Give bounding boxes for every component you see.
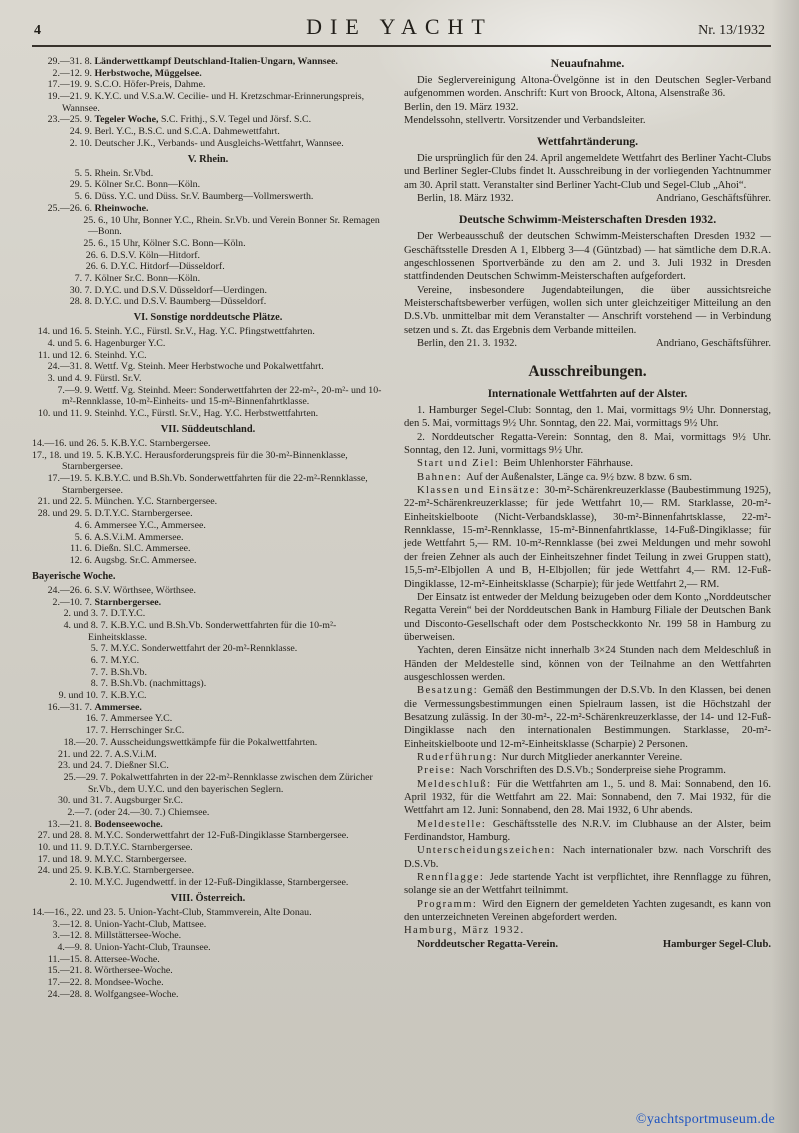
calendar-entry xyxy=(32,977,384,989)
paragraph-lead: Bahnen: xyxy=(417,471,467,483)
entry-date: 27. und 28. 8. xyxy=(37,830,92,842)
entry-text: A.S.V.i.M. Ammersee. xyxy=(93,531,184,543)
entry-date: 14.—16., 22. und 23. 5. xyxy=(32,907,126,919)
calendar-entry xyxy=(32,114,384,126)
calendar-entry xyxy=(32,919,384,931)
entry-text: D.Y.C. Hitdorf—Düsseldorf. xyxy=(110,261,225,273)
entry-date: 26. 6. xyxy=(85,261,108,273)
calendar-entry xyxy=(32,191,384,203)
calendar-entry xyxy=(32,179,384,191)
entry-date: 4. 6. xyxy=(74,519,92,531)
entry-text: B.Sh.Vb. (nachmittags). xyxy=(110,678,207,690)
calendar-entry xyxy=(32,819,384,831)
entry-text: K.B.Y.C. Starnbergersee. xyxy=(94,865,194,877)
paragraph-lead: Besatzung: xyxy=(417,685,483,697)
calendar-entry xyxy=(32,126,384,138)
entry-date: 4.—9. 8. xyxy=(57,942,92,954)
entry-text: Union-Yacht-Club, Stammverein, Alte Donau. xyxy=(128,907,312,919)
paragraph: 1. Hamburger Segel-Club: Sonntag, den 1. Mai, vormittags 9½ Uhr. Donnerstag, den 5. Mai, vormittags 9½ Uhr. Sonntag, den 22. Mai, vormittags 9½ Uhr. xyxy=(404,405,771,430)
entry-date: 17., 18. und 19. 5. xyxy=(32,449,104,461)
journal-title: DIE YACHT xyxy=(306,14,493,39)
page-number: 4 xyxy=(34,23,41,38)
entry-text: Dießn. Sl.C. Ammersee. xyxy=(94,543,191,555)
article-section xyxy=(404,134,771,205)
paragraph: Besatzung: Gemäß den Bestimmungen der D.S.Vb. In den Klassen, bei denen die Vermessungsbestimmungen einen Spielraum lassen, ist die Höchstzahl der Besatzung zulässig. In der 30-m²-, 22-m²-Schärenkreuzerklasse, der 14- und 12-Fuß-Dingiklasse nach den internationalen Bestimmungen. Starklasse, 20-m²-Einheitskielboote und 12-m²-Einheitsklasse (Scharpie) 2 Personen. xyxy=(404,685,771,750)
entry-event-name: Rheinwoche. xyxy=(94,202,149,214)
entry-date: 5. 6. xyxy=(74,531,92,543)
entry-event-name: Herbstwoche, Müggelsee. xyxy=(94,67,202,79)
calendar-entry xyxy=(58,667,384,679)
entry-text: Augsburger Sr.C. xyxy=(114,795,183,807)
entry-text: D.T.Y.C. Starnbergersee. xyxy=(94,842,193,853)
issue-number: Nr. 13/1932 xyxy=(698,23,765,38)
entry-date: 10. und 11. 9. xyxy=(38,408,92,420)
paragraph-lead: Unterscheidungszeichen: xyxy=(417,845,563,857)
paragraph: Mendelssohn, stellvertr. Vorsitzender und Verbandsleiter. xyxy=(404,114,646,126)
calendar-entry xyxy=(58,749,384,761)
calendar-entry xyxy=(32,954,384,966)
calendar-entry xyxy=(32,508,384,520)
page-columns xyxy=(32,56,771,1001)
calendar-entry xyxy=(58,772,384,795)
calendar-entry xyxy=(32,555,384,567)
calendar-entry xyxy=(32,203,384,215)
entry-text: München. Y.C. Starnbergersee. xyxy=(94,496,218,508)
entry-date: 24.—28. 8. xyxy=(47,988,92,1000)
entry-date: 7. 7. xyxy=(74,272,92,284)
entry-date: 29. 5. xyxy=(69,179,92,191)
entry-text: Wörthersee-Woche. xyxy=(94,965,173,977)
entry-date: 10. und 11. 9. xyxy=(38,842,92,853)
article-section xyxy=(404,362,771,951)
calendar-entry xyxy=(32,807,384,819)
calendar-entry xyxy=(58,215,384,238)
paragraph: Berlin, den 19. März 1932. xyxy=(404,101,519,113)
entry-text: D.Y.C. und D.S.V. Düsseldorf—Uerdingen. xyxy=(94,284,267,296)
calendar-section-heading: Bayerische Woche. xyxy=(32,570,116,582)
signature-left: Berlin, den 21. 3. 1932. xyxy=(417,338,518,350)
article-heading: Neuaufnahme. xyxy=(550,56,625,70)
paragraph-lead: Meldestelle: xyxy=(417,818,493,830)
calendar-section-heading: VIII. Österreich. xyxy=(170,892,246,904)
paragraph-lead: Preise: xyxy=(417,765,460,777)
header-rule xyxy=(32,45,771,47)
article-heading: Ausschreibungen. xyxy=(528,363,647,381)
calendar-entry xyxy=(32,373,384,385)
entry-date: 30. und 31. 7. xyxy=(58,795,113,807)
entry-text: Rhein. Sr.Vbd. xyxy=(94,167,154,179)
paragraph-lead: Ruderführung: xyxy=(417,751,502,763)
right-column xyxy=(404,56,771,1001)
calendar-entry xyxy=(32,285,384,297)
entry-text: Hagenburger Y.C. xyxy=(94,337,166,349)
entry-text: K.B.Y.C. Starnbergersee. xyxy=(111,438,211,450)
entry-date: 3. und 4. 9. xyxy=(47,373,92,385)
calendar-entry xyxy=(32,496,384,508)
calendar-entry xyxy=(58,725,384,737)
entry-text: Attersee-Woche. xyxy=(93,953,160,965)
article-heading: Deutsche Schwimm-Meisterschaften Dresden 1932. xyxy=(458,212,717,227)
entry-date: 9. und 10. 7. xyxy=(58,690,108,702)
entry-date: 16.—31. 7. xyxy=(47,701,92,713)
watermark-credit: ©yachtsportmuseum.de xyxy=(635,1112,775,1127)
calendar-entry xyxy=(32,450,384,473)
calendar-entry xyxy=(58,238,384,250)
calendar-entry xyxy=(32,473,384,496)
calendar-entry xyxy=(58,737,384,749)
calendar-entry xyxy=(32,702,384,714)
entry-text: K.Y.C. und V.S.a.W. Cecilie- und H. Kretzschmar-Erinnerungspreis, Wannsee. xyxy=(62,91,365,114)
entry-date: 25.—26. 6. xyxy=(47,202,92,214)
article-section xyxy=(404,212,771,350)
calendar-entry xyxy=(58,760,384,772)
paragraph: Die Seglervereinigung Altona-Övelgönne ist in den Deutschen Segler-Verband aufgenommen worden. Anschrift: Kurt von Broock, Altona, Alsenstraße 36. xyxy=(404,74,771,100)
paragraph: Ruderführung: Nur durch Mitglieder anerkannter Vereine. xyxy=(417,751,683,763)
entry-date: 11. und 12. 6. xyxy=(38,349,92,361)
entry-text: Herrschinger Sr.C. xyxy=(110,725,185,737)
entry-text: M.Y.C. xyxy=(110,655,140,666)
entry-text: Steinh. Y.C., Fürstl. Sr.V., Hag. Y.C. Pfingstwettfahrten. xyxy=(94,326,315,338)
entry-date: 2.—10. 7. xyxy=(52,596,92,608)
entry-date: 15.—21. 8. xyxy=(47,965,92,977)
entry-event-name: Ammersee. xyxy=(94,701,142,713)
entry-date: 18.—20. 7. xyxy=(63,736,108,748)
entry-date: 2. 10. xyxy=(69,137,92,149)
signature-right: Andriano, Geschäftsführer. xyxy=(655,193,771,205)
calendar-entry xyxy=(32,68,384,80)
entry-date: 12. 6. xyxy=(69,554,92,566)
calendar-entry xyxy=(58,250,384,262)
entry-text: Ammersee Y.C., Ammersee. xyxy=(93,519,206,531)
entry-text: Union-Yacht-Club, Mattsee. xyxy=(94,918,207,930)
entry-text: A.S.V.i.M. xyxy=(114,748,157,760)
entry-date: 24. und 25. 9. xyxy=(37,865,92,877)
entry-date: 14. und 16. 5. xyxy=(37,326,92,338)
entry-date: 11. 6. xyxy=(70,543,92,555)
paragraph: Preise: Nach Vorschriften des D.S.Vb.; Sonderpreise siehe Programm. xyxy=(417,765,726,777)
entry-date: 17. 7. xyxy=(85,725,108,737)
calendar-entry xyxy=(58,608,384,620)
paragraph: Yachten, deren Einsätze nicht innerhalb 3×24 Stunden nach dem Meldeschluß in Händen der Meldestelle sind, können von der Teilnahme an den Wettfahrten ausgeschlossen werden. xyxy=(404,645,771,683)
entry-text: M.Y.C. Sonderwettfahrt der 12-Fuß-Dingiklasse Starnbergersee. xyxy=(94,830,349,842)
entry-date: 2. 10. xyxy=(69,877,92,889)
entry-date: 23. und 24. 7. xyxy=(58,760,113,772)
entry-date: 5. 6. xyxy=(74,191,92,203)
calendar-section-heading: V. Rhein. xyxy=(187,153,229,165)
calendar-entry xyxy=(32,296,384,308)
paragraph-lead: Hamburg, März 1932. xyxy=(404,925,525,937)
paragraph-lead: Rennflagge: xyxy=(417,872,490,884)
article-heading: Wettfahrtänderung. xyxy=(536,134,639,149)
entry-text: Steinhd. Y.C. xyxy=(94,349,147,361)
page-header xyxy=(32,12,771,45)
entry-text: 10 Uhr, Bonner Y.C., Rhein. Sr.Vb. und Verein Bonner Sr. Remagen—Bonn. xyxy=(88,214,380,238)
entry-date: 7.—9. 9. xyxy=(57,384,92,396)
calendar-entry xyxy=(32,854,384,866)
entry-date: 25.—29. 7. xyxy=(63,771,108,783)
entry-date: 17.—19. 9. xyxy=(47,79,92,91)
entry-date: 24. 9. xyxy=(69,126,92,138)
calendar-entry xyxy=(32,989,384,1001)
paragraph: Programm: Wird den Eignern der gemeldeten Yachten zugesandt, es kann von den unterzeichneten Vereinen abgefordert werden. xyxy=(404,898,771,924)
paragraph xyxy=(404,337,771,350)
entry-date: 25. 6., xyxy=(83,237,108,249)
entry-text: (oder 24.—30. 7.) Chiemsee. xyxy=(94,806,210,818)
calendar-entry xyxy=(32,56,384,68)
entry-text: Steinhd. Y.C., Fürstl. Sr.V., Hag. Y.C. Herbstwettfahrten. xyxy=(94,408,319,420)
entry-text: S.C.O. Höfer-Preis, Dahme. xyxy=(94,79,206,91)
calendar-entry xyxy=(32,408,384,420)
calendar-entry xyxy=(32,385,384,408)
paragraph-lead: Programm: xyxy=(417,898,483,910)
entry-text: D.T.Y.C. xyxy=(110,608,146,620)
signature-right: Andriano, Geschäftsführer. xyxy=(655,338,771,350)
entry-date: 17. und 18. 9. xyxy=(37,853,92,865)
entry-date: 3.—12. 8. xyxy=(52,918,92,930)
entry-date: 23.—25. 9. xyxy=(47,114,92,126)
entry-text: M.Y.C. Starnbergersee. xyxy=(94,853,187,865)
entry-text: M.Y.C. Jugendwettf. in der 12-Fuß-Dingiklasse, Starnbergersee. xyxy=(94,877,349,889)
entry-text: B.Sh.Vb. xyxy=(110,666,147,678)
entry-date: 14.—16. und 26. 5. xyxy=(32,438,109,450)
paragraph: Unterscheidungszeichen: Nach internationaler bzw. nach Vorschrift des D.S.Vb. xyxy=(404,845,771,870)
entry-date: 2.—7. xyxy=(67,806,92,818)
paragraph-lead: Klassen und Einsätze: xyxy=(417,485,545,497)
entry-date: 7. 7. xyxy=(90,666,108,678)
entry-text: Berl. Y.C., B.S.C. und S.C.A. Dahmewettfahrt. xyxy=(94,126,280,138)
entry-text: D.S.V. Köln—Hitdorf. xyxy=(110,249,200,261)
entry-text: Dießner Sl.C. xyxy=(114,760,169,772)
calendar-section-heading: VII. Süddeutschland. xyxy=(160,423,256,435)
entry-event-name: Bodenseewoche. xyxy=(94,818,163,830)
calendar-entry xyxy=(32,877,384,889)
entry-text: Wettf. Vg. Steinhd. Meer: Sonderwettfahrten der 22-m²-, 20-m²- und 10-m²-Rennklasse, 10-m²-Einheits- und 15-m²-Binnenfahrtklasse. xyxy=(62,384,382,408)
paragraph: Rennflagge: Jede startende Yacht ist verpflichtet, ihre Rennflagge zu führen, solange sie an der Wettfahrt teilnimmt. xyxy=(404,872,771,897)
entry-text: M.Y.C. Sonderwettfahrt der 20-m²-Rennklasse. xyxy=(110,643,298,655)
entry-event-name: Tegeler Woche, xyxy=(94,114,159,126)
calendar-entry xyxy=(32,438,384,450)
entry-date: 16. 7. xyxy=(85,713,108,725)
entry-date: 29.—31. 8. xyxy=(47,56,92,67)
entry-text: Millstättersee-Woche. xyxy=(94,930,182,942)
calendar-entry xyxy=(32,273,384,285)
calendar-entry xyxy=(32,520,384,532)
entry-date: 3.—12. 8. xyxy=(52,930,92,942)
calendar-entry xyxy=(32,965,384,977)
entry-text: D.Y.C. und D.S.V. Baumberg—Düsseldorf. xyxy=(94,296,267,308)
calendar-entry xyxy=(58,690,384,702)
entry-date: 28. 8. xyxy=(69,296,92,308)
calendar-section-heading: VI. Sonstige norddeutsche Plätze. xyxy=(133,312,283,324)
entry-text: K.B.Y.C. und B.Sh.Vb. Sonderwettfahrten für die 10-m²-Einheitsklasse. xyxy=(88,619,337,643)
entry-date: 11.—15. 8. xyxy=(47,953,92,965)
entry-date: 2. und 3. 7. xyxy=(63,608,108,620)
calendar-entry xyxy=(32,79,384,91)
entry-event-name: Länderwettkampf Deutschland-Italien-Ungarn, Wannsee. xyxy=(94,56,338,67)
entry-text: Fürstl. Sr.V. xyxy=(94,373,142,385)
article-subheading: Internationale Wettfahrten auf der Alster. xyxy=(487,387,688,400)
entry-date: 4. und 5. 6. xyxy=(47,337,92,349)
calendar-entry xyxy=(58,643,384,655)
entry-date: 21. und 22. 7. xyxy=(58,748,113,760)
calendar-entry xyxy=(32,930,384,942)
entry-date: 19.—21. 9. xyxy=(47,91,92,103)
signature-left: Norddeutscher Regatta-Verein. xyxy=(417,938,559,950)
calendar-entry xyxy=(32,361,384,373)
entry-date: 5. 5. xyxy=(74,167,92,179)
paragraph xyxy=(404,924,771,937)
entry-text: Düss. Y.C. und Düss. Sr.V. Baumberg—Vollmerswerth. xyxy=(94,191,314,203)
calendar-entry xyxy=(32,350,384,362)
entry-date: 21. und 22. 5. xyxy=(37,496,92,508)
paragraph: Meldestelle: Geschäftsstelle des N.R.V. im Clubhause an der Alster, beim Ferdinandstor, Hamburg. xyxy=(404,818,772,844)
calendar-entry xyxy=(58,795,384,807)
entry-text: Kölner Sr.C. Bonn—Köln. xyxy=(94,272,201,284)
paragraph: Die ursprünglich für den 24. April angemeldete Wettfahrt des Berliner Yacht-Clubs und Berliner Segler-Clubs findet lt. Ausschreibung in der vorliegenden Yachtnummer am 30. April statt. Veranstalter sind Berliner Yacht-Club und Segel-Club „Ahoi“. xyxy=(404,153,771,191)
entry-text: Wolfgangsee-Woche. xyxy=(94,988,179,1000)
entry-date: 4. und 8. 7. xyxy=(63,619,108,631)
left-column xyxy=(32,56,384,1001)
entry-date: 24.—31. 8. xyxy=(47,361,92,373)
paragraph: Klassen und Einsätze: 30-m²-Schärenkreuzerklasse (Baubestimmung 1925), 22-m²-Schärenkreuzerklasse; für jede Wettfahrt 10,— RM. Starklasse, 20-m²-Einheitskielboote (Nicht-Verbandsklasse), 30-m²-Binnenfahrtsklasse, 22-m²-Rennklasse, 15-m²-Rennklasse, 15-m²-Binnenfahrtklasse, 14-Fuß-Dingiklasse; für jede Wettfahrt 5,— RM. 10-m²-Rennklasse (bei zwei Meldungen und mehr sowohl der freien Zehner als auch der Einheitszehner findet Teilung in zwei Gruppen statt), 15,5-m²-Elbjollen A und B, H-Elbjollen; für jede Wettfahrt 4,— RM. 12-Fuß-Dingiklasse, 12-m²-Einheitsklasse (Scharpie); für jede Wettfahrt 2,— RM. xyxy=(404,485,771,590)
calendar-entry xyxy=(58,655,384,667)
entry-date: 17.—19. 5. xyxy=(47,473,92,485)
entry-date: 25. 6., xyxy=(83,214,108,226)
entry-date: 28. und 29. 5. xyxy=(37,508,92,520)
entry-text: Union-Yacht-Club, Traunsee. xyxy=(94,942,211,954)
entry-text: D.T.Y.C. Starnbergersee. xyxy=(94,508,193,520)
entry-date: 30. 7. xyxy=(69,284,92,296)
calendar-entry xyxy=(32,543,384,555)
calendar-entry xyxy=(58,620,384,643)
paragraph: Vereine, insbesondere Jugendabteilungen, die über aussichtsreiche Meisterschaftsbewerber verfügen, wollen sich unter gleichzeitiger Mitteilung an den D.S.Vb. unmittelbar mit dem Veranstalter — Anschrift vorstehend — in Verbindung setzen und s. Zt. das Ergebnis dem Verbande mitteilen. xyxy=(404,284,771,336)
calendar-entry xyxy=(32,91,384,114)
entry-date: 5. 7. xyxy=(90,643,108,655)
entry-text: S.V. Wörthsee, Wörthsee. xyxy=(94,584,196,596)
entry-text: Wettf. Vg. Steinh. Meer Herbstwoche und Pokalwettfahrt. xyxy=(94,361,324,373)
calendar-entry xyxy=(32,585,384,597)
calendar-entry xyxy=(32,326,384,338)
paragraph xyxy=(404,192,771,205)
entry-text: K.B.Y.C. Herausforderungspreis für die 30-m²-Binnenklasse, Starnbergersee. xyxy=(62,449,348,473)
entry-text: Mondsee-Woche. xyxy=(94,977,164,989)
signature-left: Berlin, 18. März 1932. xyxy=(417,193,514,205)
entry-text: Kölner Sr.C. Bonn—Köln. xyxy=(94,179,201,191)
paragraph: 2. Norddeutscher Regatta-Verein: Sonntag, den 8. Mai, vormittags 9½ Uhr. Sonntag, den 12. Juni, vormittags 9½ Uhr. xyxy=(404,431,771,457)
calendar-entry xyxy=(58,713,384,725)
paragraph: Der Werbeausschuß der deutschen Schwimm-Meisterschaften Dresden 1932 — Geschäftsstelle Dresden A 1, Elbberg 3—4 (Güntzbad) — hat sämtliche dem D.R.A. angeschlossenen Sportverbände zu den am 2. und 3. Juli 1932 in Dresden stattfindenden Deutschen Schwimm-Meisterschaften aufgefordert. xyxy=(404,231,771,283)
paragraph: Der Einsatz ist entweder der Meldung beizugeben oder dem Konto „Norddeutscher Regatta Verein“ bei der Norddeutschen Bank in Hamburg Filiale der Deutschen Bank und Disconto-Gesellschaft oder dem Postscheckkonto Nr. 199 58 in Hamburg zu überweisen. xyxy=(404,591,771,643)
entry-text: K.B.Y.C. xyxy=(110,690,147,702)
calendar-entry xyxy=(32,830,384,842)
calendar-entry xyxy=(32,532,384,544)
entry-date: 26. 6. xyxy=(85,249,108,261)
entry-text: Augsbg. Sr.C. Ammersee. xyxy=(93,554,197,566)
entry-text: Pokalwettfahrten in der 22-m²-Rennklasse zwischen dem Züricher Sr.Vb., dem U.Y.C. und den bayerischen Seglern. xyxy=(88,771,373,795)
paragraph xyxy=(404,938,771,951)
calendar-entry xyxy=(32,842,384,854)
entry-date: 24.—26. 6. xyxy=(47,584,92,596)
entry-text: Deutscher J.K., Verbands- und Ausgleichs-Wettfahrt, Wannsee. xyxy=(94,137,344,149)
entry-text: K.B.Y.C. und B.Sh.Vb. Sonderwettfahrten für die 22-m²-Rennklasse, Starnbergersee. xyxy=(62,473,368,496)
entry-text: S.C. Frithj., S.V. Tegel und Jörsf. S.C. xyxy=(160,114,312,126)
calendar-entry xyxy=(32,597,384,609)
entry-date: 2.—12. 9. xyxy=(52,67,92,79)
entry-date: 6. 7. xyxy=(90,655,108,666)
calendar-entry xyxy=(32,168,384,180)
entry-text: 15 Uhr, Kölner S.C. Bonn—Köln. xyxy=(110,237,246,249)
calendar-entry xyxy=(32,338,384,350)
calendar-entry xyxy=(58,261,384,273)
paragraph: Start und Ziel: Beim Uhlenhorster Fährhause. xyxy=(417,458,633,470)
entry-event-name: Starnbergersee. xyxy=(94,596,162,608)
calendar-entry xyxy=(32,138,384,150)
calendar-entry xyxy=(32,907,384,919)
entry-date: 13.—21. 8. xyxy=(47,818,92,830)
paragraph: Bahnen: Auf der Außenalster, Länge ca. 9½ bzw. 8 bzw. 6 sm. xyxy=(417,471,693,483)
entry-text: Ammersee Y.C. xyxy=(109,713,173,725)
paragraph-lead: Start und Ziel: xyxy=(417,458,504,470)
paragraph: Meldeschluß: Für die Wettfahrten am 1., 5. und 8. Mai: Sonnabend, den 16. April 1932, für die Wettfahrt am 22. Mai: Sonnabend, den 7. Mai 1932, für die Wettfahrt am 12. Juni: Sonnabend, den 28. Mai 1932, 6 Uhr abends. xyxy=(404,778,771,817)
paragraph-lead: Meldeschluß: xyxy=(417,778,497,790)
calendar-entry xyxy=(32,942,384,954)
calendar-entry xyxy=(32,865,384,877)
calendar-entry xyxy=(58,678,384,690)
entry-date: 8. 7. xyxy=(90,678,108,690)
entry-text: Ausscheidungswettkämpfe für die Pokalwettfahrten. xyxy=(109,736,318,748)
entry-date: 17.—22. 8. xyxy=(47,977,92,989)
signature-right: Hamburger Segel-Club. xyxy=(662,938,771,950)
article-section xyxy=(404,56,771,127)
